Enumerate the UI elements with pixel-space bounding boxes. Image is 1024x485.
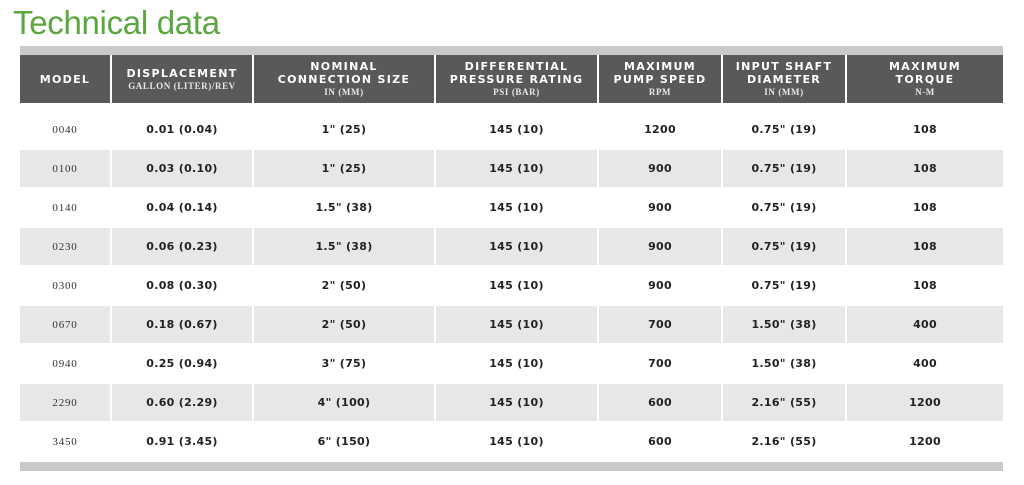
cell-model: 0940 <box>20 345 112 384</box>
cell-pressure-rating: 145 (10) <box>436 189 599 228</box>
cell-connection-size: 2" (50) <box>254 306 436 345</box>
table-header <box>20 55 1003 103</box>
cell-model: 0100 <box>20 150 112 189</box>
cell-connection-size: 3" (75) <box>254 345 436 384</box>
cell-connection-size: 6" (150) <box>254 423 436 462</box>
page-title: Technical data <box>13 4 220 41</box>
cell-displacement: 0.18 (0.67) <box>112 306 254 345</box>
header-unit: GALLON (LITER)/REV <box>128 80 236 91</box>
header-label: MAXIMUM TORQUE <box>889 60 961 86</box>
table-row <box>20 384 1003 423</box>
technical-data-table-wrapper <box>20 46 1003 471</box>
cell-pressure-rating: 145 (10) <box>436 228 599 267</box>
cell-pump-speed: 900 <box>599 189 723 228</box>
table-row <box>20 150 1003 189</box>
cell-displacement: 0.04 (0.14) <box>112 189 254 228</box>
cell-displacement: 0.25 (0.94) <box>112 345 254 384</box>
table-bottom-rule <box>20 462 1003 471</box>
header-unit: RPM <box>648 87 672 97</box>
cell-shaft-diameter: 0.75" (19) <box>723 267 847 306</box>
cell-pump-speed: 700 <box>599 345 723 384</box>
cell-torque: 400 <box>847 306 1003 345</box>
cell-shaft-diameter: 0.75" (19) <box>723 111 847 150</box>
table-body <box>20 103 1003 462</box>
header-unit: PSI (BAR) <box>493 87 540 97</box>
cell-model: 0140 <box>20 189 112 228</box>
header-label: NOMINAL CONNECTION SIZE <box>277 60 411 86</box>
cell-displacement: 0.03 (0.10) <box>112 150 254 189</box>
header-displacement <box>112 55 254 103</box>
table-row <box>20 345 1003 384</box>
cell-torque: 1200 <box>847 423 1003 462</box>
cell-model: 3450 <box>20 423 112 462</box>
cell-connection-size: 1" (25) <box>254 150 436 189</box>
header-torque <box>847 55 1003 103</box>
cell-shaft-diameter: 1.50" (38) <box>723 306 847 345</box>
cell-torque: 108 <box>847 189 1003 228</box>
table-top-rule <box>20 46 1003 55</box>
cell-displacement: 0.08 (0.30) <box>112 267 254 306</box>
table-row <box>20 228 1003 267</box>
technical-data-table <box>20 55 1003 462</box>
header-label: MODEL <box>39 72 91 86</box>
cell-displacement: 0.60 (2.29) <box>112 384 254 423</box>
cell-connection-size: 1" (25) <box>254 111 436 150</box>
cell-model: 0670 <box>20 306 112 345</box>
table-row <box>20 267 1003 306</box>
table-row <box>20 423 1003 462</box>
cell-torque: 400 <box>847 345 1003 384</box>
cell-displacement: 0.91 (3.45) <box>112 423 254 462</box>
cell-connection-size: 4" (100) <box>254 384 436 423</box>
header-label: INPUT SHAFT DIAMETER <box>735 60 833 86</box>
table-row <box>20 111 1003 150</box>
header-label: MAXIMUM PUMP SPEED <box>613 60 707 86</box>
header-label: DISPLACEMENT <box>126 66 238 80</box>
cell-pump-speed: 600 <box>599 384 723 423</box>
cell-pressure-rating: 145 (10) <box>436 423 599 462</box>
cell-pump-speed: 600 <box>599 423 723 462</box>
table-row <box>20 189 1003 228</box>
cell-pressure-rating: 145 (10) <box>436 384 599 423</box>
cell-pressure-rating: 145 (10) <box>436 345 599 384</box>
cell-pump-speed: 1200 <box>599 111 723 150</box>
header-pressure-rating <box>436 55 599 103</box>
header-unit: N-M <box>915 87 935 97</box>
cell-pressure-rating: 145 (10) <box>436 267 599 306</box>
cell-model: 0300 <box>20 267 112 306</box>
cell-model: 2290 <box>20 384 112 423</box>
cell-shaft-diameter: 0.75" (19) <box>723 150 847 189</box>
cell-connection-size: 1.5" (38) <box>254 189 436 228</box>
cell-torque: 108 <box>847 150 1003 189</box>
header-shaft-diameter <box>723 55 847 103</box>
cell-displacement: 0.01 (0.04) <box>112 111 254 150</box>
cell-shaft-diameter: 0.75" (19) <box>723 189 847 228</box>
cell-pressure-rating: 145 (10) <box>436 306 599 345</box>
cell-torque: 108 <box>847 267 1003 306</box>
cell-connection-size: 2" (50) <box>254 267 436 306</box>
cell-shaft-diameter: 0.75" (19) <box>723 228 847 267</box>
header-connection-size <box>254 55 436 103</box>
header-model <box>20 55 112 103</box>
cell-connection-size: 1.5" (38) <box>254 228 436 267</box>
cell-model: 0230 <box>20 228 112 267</box>
header-gap <box>20 103 1003 111</box>
cell-pressure-rating: 145 (10) <box>436 150 599 189</box>
cell-pressure-rating: 145 (10) <box>436 111 599 150</box>
header-row <box>20 55 1003 103</box>
cell-model: 0040 <box>20 111 112 150</box>
header-unit: IN (MM) <box>324 87 364 97</box>
cell-pump-speed: 900 <box>599 150 723 189</box>
table-row <box>20 306 1003 345</box>
cell-pump-speed: 900 <box>599 228 723 267</box>
cell-torque: 108 <box>847 111 1003 150</box>
cell-pump-speed: 700 <box>599 306 723 345</box>
cell-pump-speed: 900 <box>599 267 723 306</box>
cell-shaft-diameter: 2.16" (55) <box>723 423 847 462</box>
cell-torque: 1200 <box>847 384 1003 423</box>
cell-displacement: 0.06 (0.23) <box>112 228 254 267</box>
cell-shaft-diameter: 1.50" (38) <box>723 345 847 384</box>
cell-shaft-diameter: 2.16" (55) <box>723 384 847 423</box>
header-label: DIFFERENTIAL PRESSURE RATING <box>449 60 584 86</box>
header-pump-speed <box>599 55 723 103</box>
header-unit: IN (MM) <box>764 87 804 97</box>
cell-torque: 108 <box>847 228 1003 267</box>
